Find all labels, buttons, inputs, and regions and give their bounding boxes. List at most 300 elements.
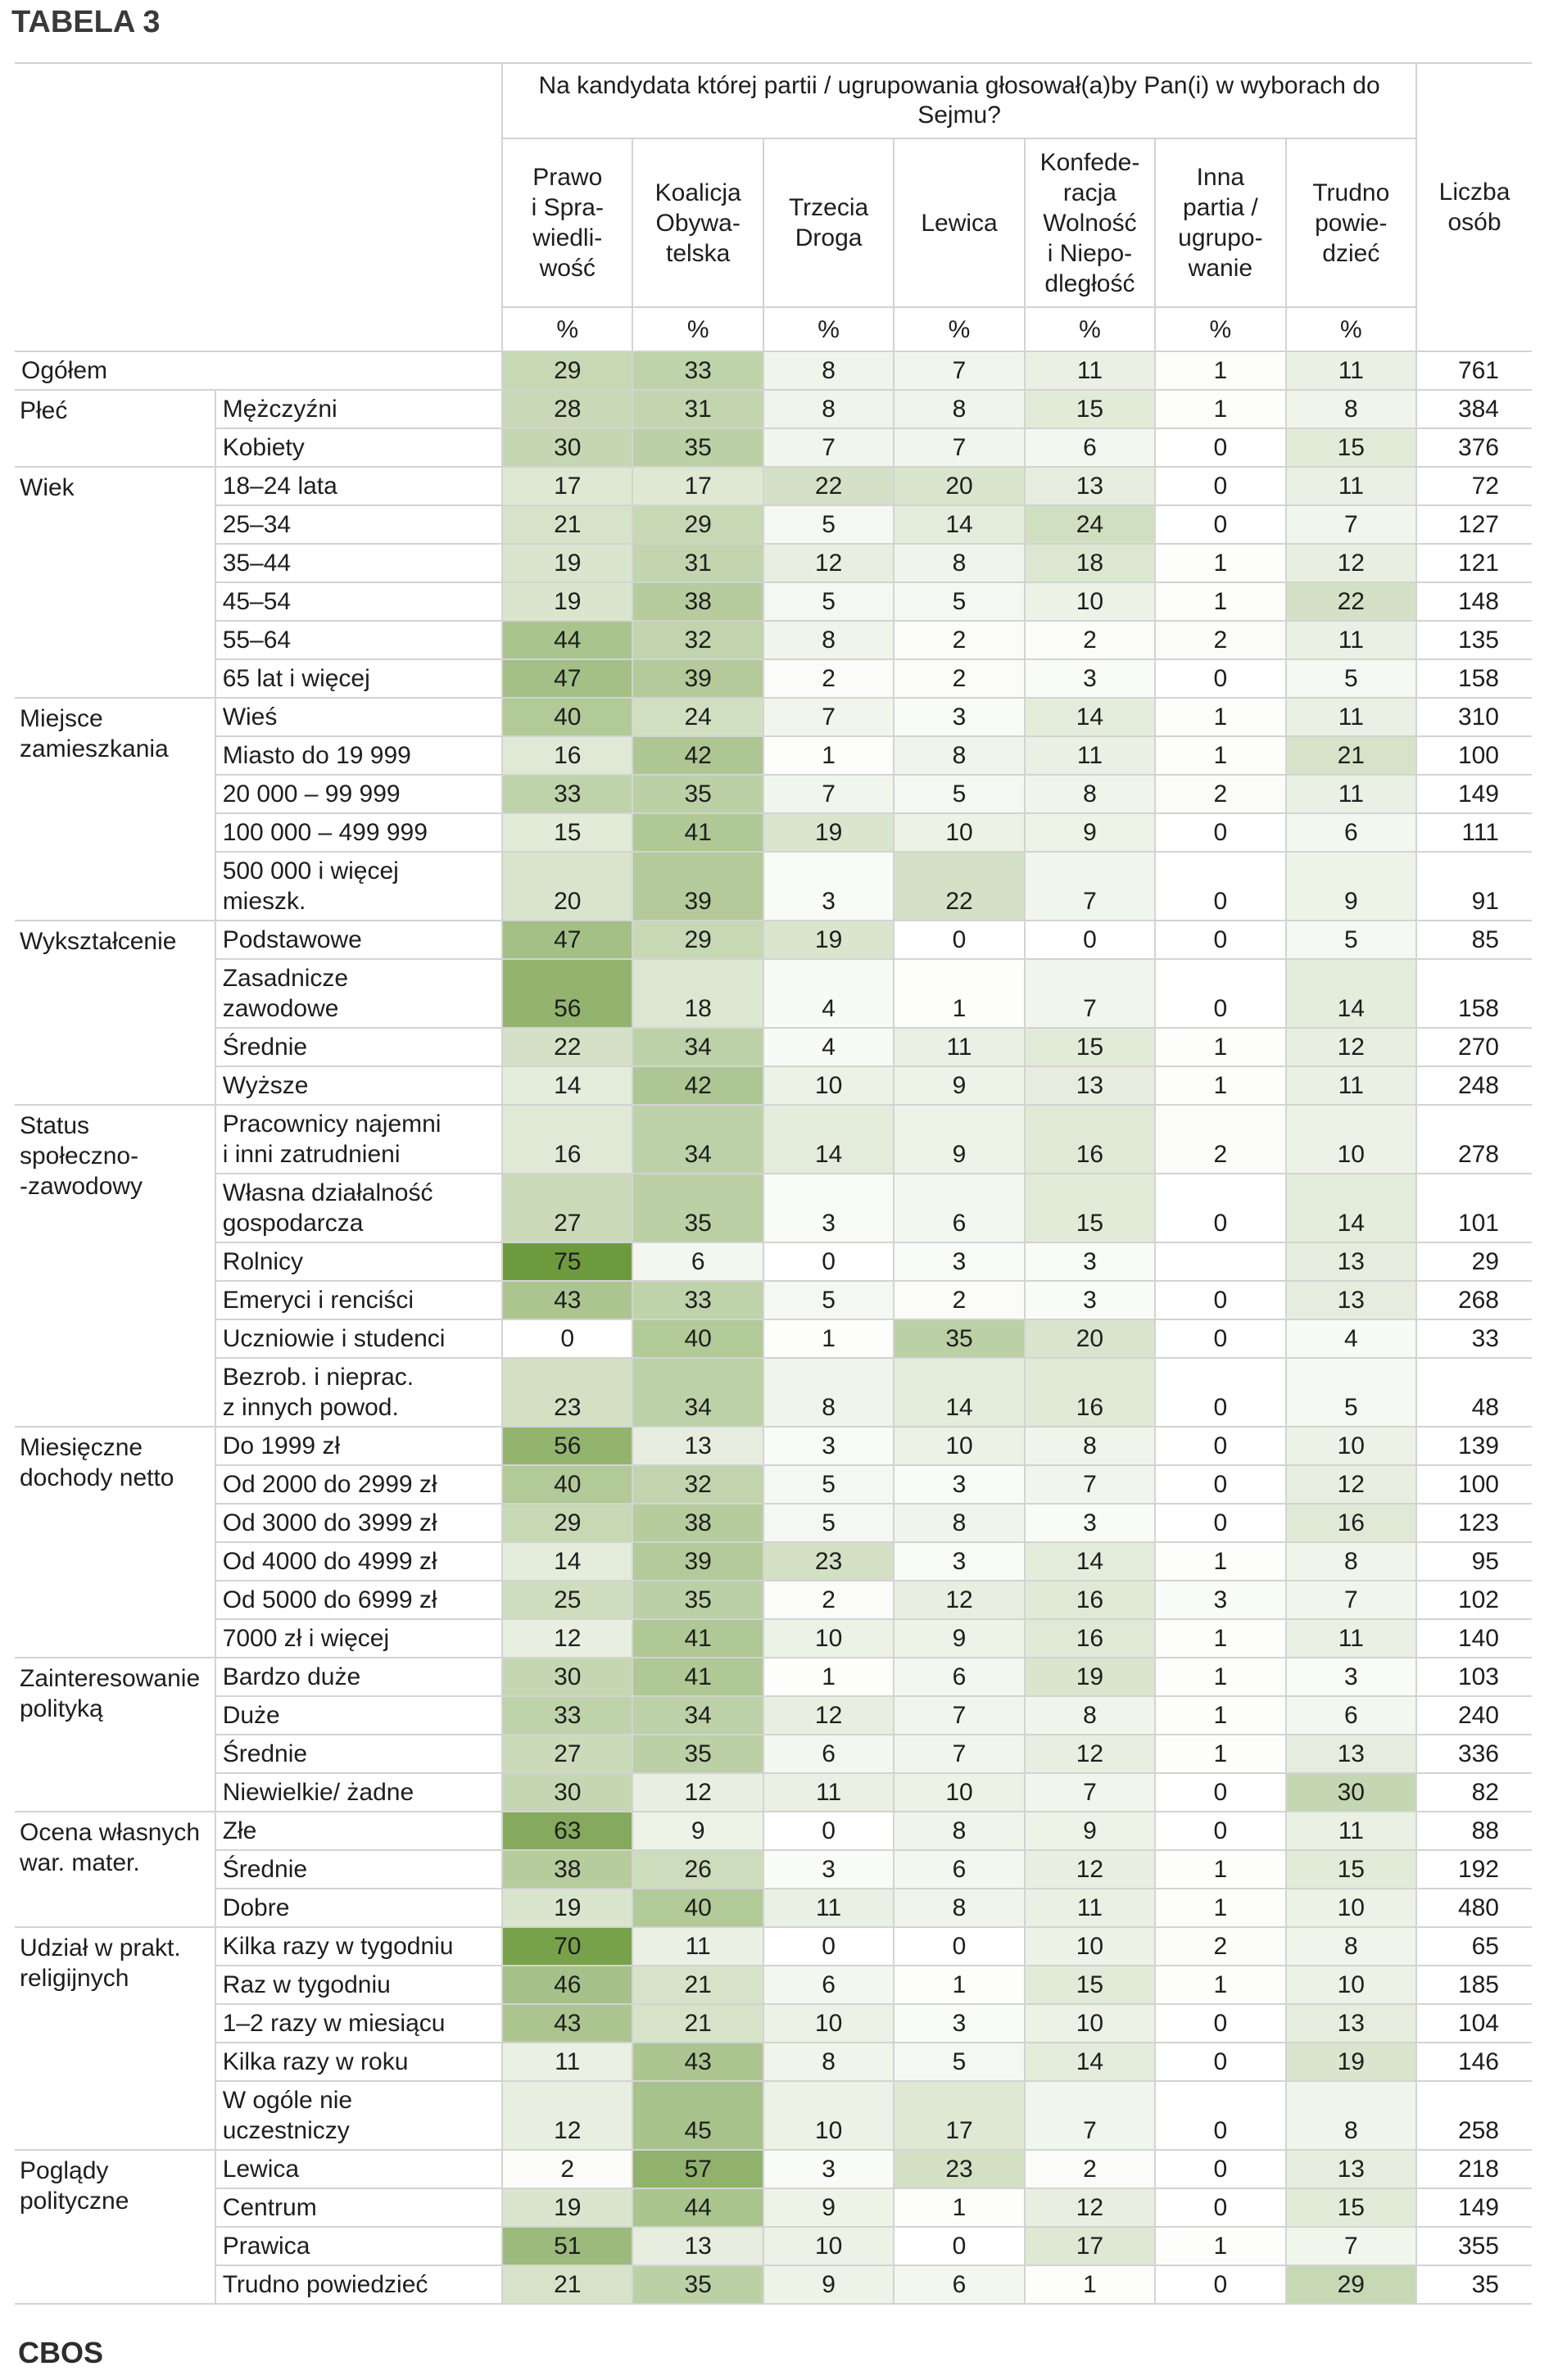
percent-cell: 29: [632, 505, 763, 544]
text-line: Trudno: [1312, 179, 1390, 206]
percent-unit: %: [763, 307, 894, 351]
text-line: Pracownicy najemni: [222, 1111, 442, 1138]
table-row: [15, 2043, 1532, 2081]
percent-cell: 3: [894, 698, 1024, 736]
text-line: 65 lat i więcej: [222, 665, 370, 692]
percent-cell: 16: [1286, 1504, 1416, 1542]
percent-cell: 39: [632, 852, 763, 921]
percent-cell: 0: [1155, 467, 1285, 505]
group-label: [15, 1658, 215, 1812]
count-cell: 270: [1416, 1028, 1532, 1066]
percent-cell: 10: [763, 1619, 894, 1658]
text-line: i Niepo-: [1047, 239, 1133, 267]
percent-cell: 8: [763, 621, 894, 659]
percent-cell: 34: [632, 1028, 763, 1066]
count-cell: 29: [1416, 1242, 1532, 1281]
percent-cell: 1: [1155, 544, 1285, 582]
percent-cell: 10: [763, 1066, 894, 1105]
percent-cell: 0: [502, 1319, 632, 1358]
count-cell: 218: [1416, 2150, 1532, 2188]
percent-cell: 3: [1025, 1242, 1155, 1281]
percent-cell: 3: [763, 1850, 894, 1889]
table-row: [15, 1850, 1532, 1889]
percent-cell: 8: [1286, 2081, 1416, 2150]
table-row: [15, 1281, 1532, 1319]
percent-cell: 8: [763, 351, 894, 390]
percent-cell: 33: [632, 351, 763, 390]
text-line: Prawo: [532, 164, 603, 191]
percent-cell: 23: [502, 1358, 632, 1427]
table-row: [15, 2188, 1532, 2227]
text-line: dochody netto: [20, 1464, 174, 1491]
percent-cell: 7: [763, 698, 894, 736]
table-row: [15, 1773, 1532, 1812]
percent-cell: 3: [894, 2004, 1024, 2043]
percent-cell: 2: [894, 621, 1024, 659]
percent-cell: 38: [632, 1504, 763, 1542]
table-row: [15, 2150, 1532, 2188]
percent-cell: 11: [1286, 1619, 1416, 1658]
percent-cell: 12: [502, 2081, 632, 2150]
percent-cell: 11: [1025, 736, 1155, 775]
text-line: 7000 zł i więcej: [222, 1625, 390, 1652]
percent-cell: 8: [1286, 390, 1416, 428]
row-label: [215, 390, 502, 428]
percent-cell: 2: [1155, 775, 1285, 813]
percent-cell: 18: [632, 959, 763, 1028]
table-row: [15, 1174, 1532, 1242]
text-line: Konfede-: [1039, 148, 1140, 176]
percent-cell: 34: [632, 1105, 763, 1174]
percent-cell: 7: [894, 1735, 1024, 1773]
row-label: [215, 921, 502, 959]
percent-cell: 14: [1025, 1542, 1155, 1581]
percent-cell: 8: [894, 390, 1024, 428]
row-label: [215, 1358, 502, 1427]
percent-cell: 0: [1155, 1174, 1285, 1242]
percent-cell: 1: [1155, 1850, 1285, 1889]
percent-cell: 34: [632, 1696, 763, 1735]
table-row: [15, 1319, 1532, 1358]
table-row: [15, 813, 1532, 852]
percent-cell: 25: [502, 1581, 632, 1619]
table-row: [15, 1812, 1532, 1850]
percent-cell: 12: [1286, 544, 1416, 582]
text-line: Zainteresowanie: [20, 1665, 201, 1692]
row-label: [215, 736, 502, 775]
text-line: racja: [1062, 179, 1116, 206]
percent-cell: 0: [1155, 1281, 1285, 1319]
percent-cell: 2: [1025, 621, 1155, 659]
table-row: [15, 1028, 1532, 1066]
percent-cell: 19: [502, 1889, 632, 1927]
percent-cell: 6: [1025, 428, 1155, 467]
text-line: Od 4000 do 4999 zł: [222, 1548, 437, 1575]
row-label: [215, 659, 502, 698]
row-label: [215, 1889, 502, 1927]
row-label: [215, 1427, 502, 1465]
percent-cell: 26: [632, 1850, 763, 1889]
percent-cell: 15: [1286, 1850, 1416, 1889]
percent-cell: 6: [894, 1850, 1024, 1889]
text-line: Wolność: [1043, 209, 1137, 237]
percent-cell: 19: [763, 813, 894, 852]
percent-cell: 5: [1286, 1358, 1416, 1427]
percent-cell: 1: [1155, 1966, 1285, 2004]
percent-cell: 13: [1025, 1066, 1155, 1105]
percent-cell: 3: [763, 1427, 894, 1465]
percent-cell: 43: [502, 1281, 632, 1319]
row-label: [215, 2081, 502, 2150]
table-row: [15, 1504, 1532, 1542]
percent-cell: 8: [894, 544, 1024, 582]
percent-cell: 1: [763, 1658, 894, 1696]
percent-cell: 19: [502, 2188, 632, 2227]
percent-cell: 11: [1286, 467, 1416, 505]
percent-cell: 1: [1155, 1889, 1285, 1927]
percent-cell: 41: [632, 813, 763, 852]
percent-cell: 16: [1025, 1581, 1155, 1619]
percent-cell: 0: [1155, 921, 1285, 959]
percent-cell: 15: [1025, 390, 1155, 428]
count-cell: 355: [1416, 2227, 1532, 2265]
party-header: [763, 138, 894, 307]
percent-cell: 17: [632, 467, 763, 505]
percent-cell: 11: [1025, 351, 1155, 390]
percent-cell: 8: [894, 1889, 1024, 1927]
percent-cell: 14: [1286, 1174, 1416, 1242]
percent-cell: 20: [502, 852, 632, 921]
text-line: Miejsce: [20, 705, 103, 732]
count-cell: 278: [1416, 1105, 1532, 1174]
percent-cell: 11: [1286, 351, 1416, 390]
row-label: [215, 1242, 502, 1281]
percent-cell: 3: [894, 1465, 1024, 1504]
percent-cell: 32: [632, 1465, 763, 1504]
text-line: Centrum: [222, 2194, 317, 2221]
percent-cell: 5: [894, 582, 1024, 621]
text-line: Kilka razy w tygodniu: [222, 1933, 454, 1960]
percent-cell: 39: [632, 1542, 763, 1581]
percent-cell: 2: [894, 659, 1024, 698]
percent-cell: 17: [1025, 2227, 1155, 2265]
count-cell: 127: [1416, 505, 1532, 544]
percent-cell: 13: [632, 1427, 763, 1465]
table-row: [15, 1105, 1532, 1174]
percent-cell: 21: [632, 2004, 763, 2043]
row-label: [215, 775, 502, 813]
row-label: [215, 1735, 502, 1773]
row-label: [215, 1850, 502, 1889]
percent-cell: 21: [502, 2265, 632, 2304]
text-line: Dobre: [222, 1894, 290, 1921]
table-row: [15, 582, 1532, 621]
row-label: [215, 852, 502, 921]
percent-cell: 41: [632, 1658, 763, 1696]
percent-unit: %: [632, 307, 763, 351]
percent-cell: 10: [1286, 1105, 1416, 1174]
table-row: [15, 505, 1532, 544]
percent-cell: [1155, 1242, 1285, 1281]
row-label: [215, 2004, 502, 2043]
table-row: [15, 467, 1532, 505]
percent-cell: 3: [763, 852, 894, 921]
percent-cell: 6: [894, 2265, 1024, 2304]
percent-cell: 18: [1025, 544, 1155, 582]
percent-cell: 22: [502, 1028, 632, 1066]
percent-cell: 15: [1025, 1028, 1155, 1066]
percent-cell: 0: [763, 1927, 894, 1966]
percent-cell: 35: [632, 2265, 763, 2304]
percent-cell: 23: [763, 1542, 894, 1581]
row-label: [215, 2227, 502, 2265]
count-cell: 85: [1416, 921, 1532, 959]
percent-cell: 19: [502, 582, 632, 621]
count-cell: 33: [1416, 1319, 1532, 1358]
percent-cell: 0: [1155, 505, 1285, 544]
group-label: [15, 1927, 215, 2150]
table-row: [15, 2265, 1532, 2304]
percent-cell: 1: [1155, 390, 1285, 428]
text-line: Emeryci i renciści: [222, 1287, 414, 1314]
percent-cell: 12: [502, 1619, 632, 1658]
percent-cell: 35: [632, 428, 763, 467]
question-header: Na kandydata której partii / ugrupowania głosował(a)by Pan(i) w wyborach do Sejmu?: [502, 63, 1416, 138]
percent-cell: 28: [502, 390, 632, 428]
count-cell: 102: [1416, 1581, 1532, 1619]
percent-cell: 11: [1286, 1812, 1416, 1850]
text-line: Od 5000 do 6999 zł: [222, 1586, 437, 1613]
percent-cell: 13: [1025, 467, 1155, 505]
text-line: Udział w prakt.: [20, 1934, 181, 1961]
text-line: Droga: [795, 224, 863, 251]
percent-cell: 0: [1155, 852, 1285, 921]
text-line: Uczniowie i studenci: [222, 1325, 446, 1352]
group-label: [15, 467, 215, 698]
table-row: [15, 1658, 1532, 1696]
text-line: wanie: [1188, 255, 1253, 282]
text-line: powie-: [1315, 209, 1388, 237]
source-label: CBOS: [18, 2336, 104, 2369]
text-line: dległość: [1044, 269, 1135, 297]
count-cell: 149: [1416, 775, 1532, 813]
count-cell: 158: [1416, 659, 1532, 698]
table-row: [15, 1735, 1532, 1773]
percent-cell: 1: [1155, 1658, 1285, 1696]
row-label: [215, 1542, 502, 1581]
percent-cell: 7: [1286, 1581, 1416, 1619]
percent-cell: 0: [1155, 2043, 1285, 2081]
group-label: [15, 698, 215, 921]
count-cell: 185: [1416, 1966, 1532, 2004]
text-line: Kilka razy w roku: [222, 2048, 409, 2075]
row-label: [215, 1028, 502, 1066]
percent-cell: 0: [1155, 1465, 1285, 1504]
table-row: [15, 390, 1532, 428]
text-line: Lewica: [921, 209, 998, 237]
percent-cell: 7: [1286, 505, 1416, 544]
percent-cell: 35: [632, 1581, 763, 1619]
percent-cell: 7: [763, 775, 894, 813]
text-line: Podstawowe: [222, 926, 362, 953]
percent-cell: 3: [1025, 659, 1155, 698]
percent-cell: 21: [502, 505, 632, 544]
table-row: [15, 736, 1532, 775]
percent-cell: 2: [894, 1281, 1024, 1319]
percent-cell: 40: [632, 1319, 763, 1358]
count-cell: 139: [1416, 1427, 1532, 1465]
percent-cell: 9: [632, 1812, 763, 1850]
text-line: zawodowe: [222, 995, 339, 1022]
text-line: Ocena własnych: [20, 1819, 201, 1846]
percent-cell: 16: [502, 736, 632, 775]
percent-cell: 15: [1286, 2188, 1416, 2227]
count-cell: 192: [1416, 1850, 1532, 1889]
percent-cell: 12: [1025, 1735, 1155, 1773]
percent-unit: %: [1286, 307, 1416, 351]
count-cell: 48: [1416, 1358, 1532, 1427]
text-line: mieszk.: [222, 888, 306, 915]
count-cell: 35: [1416, 2265, 1532, 2304]
percent-cell: 47: [502, 921, 632, 959]
text-line: Koalicja: [654, 179, 741, 206]
percent-cell: 5: [894, 775, 1024, 813]
percent-cell: 12: [1025, 2188, 1155, 2227]
count-cell: 104: [1416, 2004, 1532, 2043]
percent-cell: 43: [632, 2043, 763, 2081]
percent-cell: 17: [502, 467, 632, 505]
percent-cell: 7: [1286, 2227, 1416, 2265]
percent-cell: 35: [632, 1735, 763, 1773]
percent-cell: 0: [1155, 2004, 1285, 2043]
percent-cell: 10: [1025, 582, 1155, 621]
text-line: i inni zatrudnieni: [222, 1141, 401, 1168]
text-line: 1–2 razy w miesiącu: [222, 2010, 446, 2037]
text-line: Od 3000 do 3999 zł: [222, 1509, 437, 1536]
percent-cell: 57: [632, 2150, 763, 2188]
text-line: społeczno-: [20, 1142, 139, 1170]
percent-cell: 11: [763, 1889, 894, 1927]
percent-cell: 3: [763, 1174, 894, 1242]
table-row: [15, 2081, 1532, 2150]
count-cell: 100: [1416, 736, 1532, 775]
percent-cell: 9: [894, 1066, 1024, 1105]
table-row: [15, 2227, 1532, 2265]
percent-cell: 2: [1025, 2150, 1155, 2188]
percent-cell: 0: [1025, 921, 1155, 959]
percent-cell: 70: [502, 1927, 632, 1966]
percent-cell: 21: [1286, 736, 1416, 775]
percent-cell: 9: [894, 1619, 1024, 1658]
percent-cell: 12: [1286, 1465, 1416, 1504]
text-line: Poglądy: [20, 2157, 109, 2184]
row-label: [215, 1319, 502, 1358]
text-line: Wyższe: [222, 1072, 309, 1099]
percent-cell: 30: [502, 428, 632, 467]
text-line: telska: [665, 239, 731, 267]
row-label: [215, 2043, 502, 2081]
percent-unit: %: [502, 307, 632, 351]
percent-cell: 34: [632, 1358, 763, 1427]
percent-cell: 0: [1155, 959, 1285, 1028]
text-line: osób: [1447, 209, 1501, 236]
percent-cell: 0: [763, 1242, 894, 1281]
count-cell: 121: [1416, 544, 1532, 582]
percent-cell: 47: [502, 659, 632, 698]
percent-cell: 0: [894, 1927, 1024, 1966]
text-line: uczestniczy: [222, 2117, 350, 2144]
percent-cell: 19: [1286, 2043, 1416, 2081]
percent-cell: 10: [894, 1773, 1024, 1812]
table-row: [15, 1927, 1532, 1966]
text-line: Prawica: [222, 2233, 310, 2260]
percent-cell: 7: [1025, 852, 1155, 921]
percent-cell: 14: [1025, 2043, 1155, 2081]
party-header: [894, 138, 1024, 307]
percent-cell: 7: [1025, 959, 1155, 1028]
table-row: [15, 959, 1532, 1028]
text-line: Lewica: [222, 2156, 300, 2183]
row-label: [215, 1465, 502, 1504]
text-line: Wieś: [222, 704, 278, 731]
row-label: [215, 2265, 502, 2304]
text-line: polityką: [20, 1695, 103, 1722]
percent-cell: 3: [1025, 1504, 1155, 1542]
percent-cell: 9: [1286, 852, 1416, 921]
row-label: [215, 1966, 502, 2004]
percent-cell: 10: [763, 2081, 894, 2150]
percent-cell: 4: [763, 1028, 894, 1066]
percent-cell: 8: [763, 390, 894, 428]
count-cell: 149: [1416, 2188, 1532, 2227]
row-label: [215, 1658, 502, 1696]
count-cell: 146: [1416, 2043, 1532, 2081]
percent-cell: 8: [894, 736, 1024, 775]
percent-cell: 75: [502, 1242, 632, 1281]
percent-cell: 0: [1155, 428, 1285, 467]
text-line: Rolnicy: [222, 1248, 304, 1275]
table-row: [15, 1242, 1532, 1281]
count-cell: 148: [1416, 582, 1532, 621]
text-line: Status: [20, 1112, 90, 1139]
text-line: 100 000 – 499 999: [222, 819, 428, 846]
percent-cell: 0: [1155, 2150, 1285, 2188]
percent-cell: 3: [1155, 1581, 1285, 1619]
percent-cell: 10: [894, 813, 1024, 852]
count-cell: 91: [1416, 852, 1532, 921]
count-cell: 103: [1416, 1658, 1532, 1696]
percent-cell: 1: [894, 959, 1024, 1028]
percent-cell: 23: [894, 2150, 1024, 2188]
percent-cell: 5: [763, 1504, 894, 1542]
percent-cell: 3: [894, 1542, 1024, 1581]
percent-cell: 4: [763, 959, 894, 1028]
percent-cell: 4: [1286, 1319, 1416, 1358]
table-row: [15, 1358, 1532, 1427]
percent-cell: 3: [1025, 1281, 1155, 1319]
table-row: [15, 351, 1532, 390]
percent-cell: 1: [1025, 2265, 1155, 2304]
percent-cell: 13: [1286, 1242, 1416, 1281]
percent-cell: 42: [632, 736, 763, 775]
table-row: [15, 659, 1532, 698]
text-line: ugrupo-: [1178, 224, 1263, 251]
text-line: 35–44: [222, 550, 292, 577]
count-header: [1416, 63, 1532, 351]
percent-cell: 39: [632, 659, 763, 698]
percent-cell: 1: [763, 1319, 894, 1358]
percent-cell: 1: [1155, 1066, 1285, 1105]
